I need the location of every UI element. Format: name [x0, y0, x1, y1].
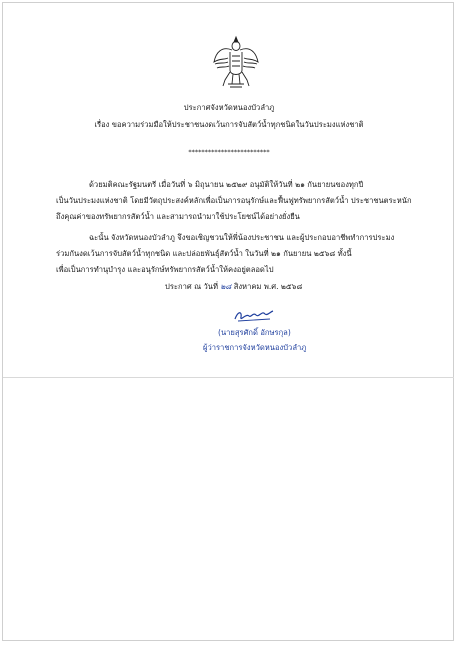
date-suffix: สิงหาคม พ.ศ. ๒๕๖๘	[233, 282, 303, 291]
body-paragraph-1-line-1: ด้วยมติคณะรัฐมนตรี เมื่อวันที่ ๖ มิถุนายน ๒๕๒๙ อนุมัติให้วันที่ ๒๑ กันยายนของทุกปี	[89, 180, 364, 189]
body-paragraph-1-line-3: ถึงคุณค่าของทรัพยากรสัตว์น้ำ และสามารถนำมาใช้ประโยชน์ได้อย่างยั่งยืน	[56, 212, 300, 221]
date-day-handwritten: ๒๘	[220, 282, 232, 291]
signature-icon	[232, 307, 276, 325]
garuda-emblem-icon	[212, 34, 260, 90]
signatory-name: (นายสุรศักดิ์ อักษรกุล)	[218, 328, 291, 337]
date-prefix: ประกาศ ณ วันที่	[165, 282, 218, 291]
body-paragraph-1-line-2: เป็นวันประมงแห่งชาติ โดยมีวัตถุประสงค์หลักเพื่อเป็นการอนุรักษ์และฟื้นฟูทรัพยากรสัตว์น้ำ ประชาชนตระหนัก	[56, 196, 412, 205]
document-page	[2, 2, 454, 641]
body-paragraph-2-line-2: ร่วมกันงดเว้นการจับสัตว์น้ำทุกชนิด และปล่อยพันธุ์สัตว์น้ำ ในวันที่ ๒๑ กันยายน ๒๕๖๘ ทั้งนี้	[56, 249, 352, 258]
announcement-date-line	[165, 282, 302, 292]
issuer-line: ประกาศจังหวัดหนองบัวลำภู	[183, 103, 275, 112]
signatory-title: ผู้ว่าราชการจังหวัดหนองบัวลำภู	[203, 343, 307, 352]
separator-stars: *************************	[188, 148, 270, 156]
body-paragraph-2-line-3: เพื่อเป็นการทำนุบำรุง และอนุรักษ์ทรัพยากรสัตว์น้ำให้คงอยู่ตลอดไป	[56, 265, 274, 274]
body-paragraph-2-line-1: ฉะนั้น จังหวัดหนองบัวลำภู จึงขอเชิญชวนให้พี่น้องประชาชน และผู้ประกอบอาชีพทำการประมง	[89, 233, 395, 242]
subject-line: เรื่อง ขอความร่วมมือให้ประชาชนงดเว้นการจับสัตว์น้ำทุกชนิดในวันประมงแห่งชาติ	[94, 120, 364, 129]
page-divider	[3, 377, 454, 378]
